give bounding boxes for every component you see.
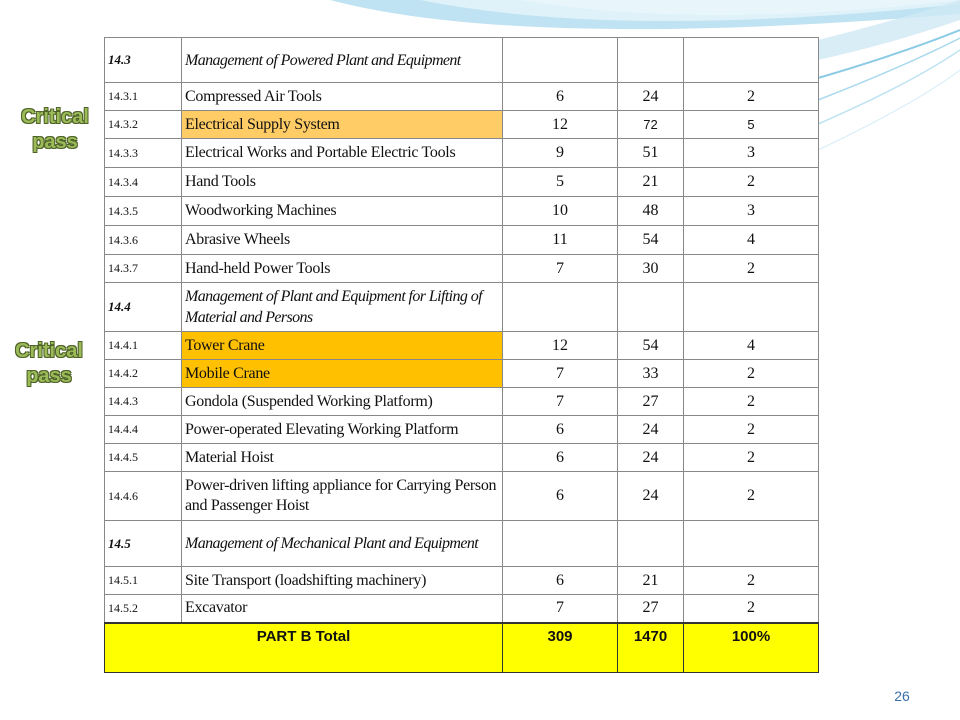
row-code: 14.3.4 [105,168,182,197]
table-row [105,83,819,111]
row-value-c: 4 [684,332,819,360]
row-value-b: 54 [618,226,684,255]
row-code: 14.5 [105,521,182,567]
row-value-b: 24 [618,83,684,111]
row-value-a: 11 [503,226,618,255]
row-value-a [503,521,618,567]
row-description: Management of Mechanical Plant and Equipment [182,521,503,567]
row-value-b [618,283,684,332]
row-value-b: 48 [618,197,684,226]
row-description: Hand-held Power Tools [182,255,503,283]
row-description: Hand Tools [182,168,503,197]
row-description: Material Hoist [182,444,503,472]
table-row [105,472,819,521]
row-value-a [503,283,618,332]
row-value-b: 72 [618,111,684,139]
row-value-b: 24 [618,472,684,521]
table-row [105,226,819,255]
row-value-a: 6 [503,416,618,444]
row-description: Mobile Crane [182,360,503,388]
risk-table [104,37,818,673]
page-number: 26 [894,688,910,704]
row-code: 14.4.1 [105,332,182,360]
row-code: 14.3.3 [105,139,182,168]
row-value-a [503,38,618,83]
row-value-c: 5 [684,111,819,139]
row-value-b: 27 [618,388,684,416]
row-description: Gondola (Suspended Working Platform) [182,388,503,416]
row-description: Electrical Works and Portable Electric Tools [182,139,503,168]
table-row [105,521,819,567]
table-row [105,197,819,226]
row-value-a: 7 [503,255,618,283]
row-description: Site Transport (loadshifting machinery) [182,567,503,595]
table-row [105,332,819,360]
row-value-a: 7 [503,388,618,416]
row-value-b [618,521,684,567]
row-value-c: 2 [684,472,819,521]
row-code: 14.3.6 [105,226,182,255]
row-value-b: 30 [618,255,684,283]
row-value-c: 2 [684,567,819,595]
row-value-a: 7 [503,360,618,388]
total-value-b: 1470 [618,623,684,673]
row-value-a: 12 [503,332,618,360]
row-value-c [684,38,819,83]
row-code: 14.5.1 [105,567,182,595]
row-value-b: 27 [618,595,684,623]
row-code: 14.4.2 [105,360,182,388]
row-value-b: 24 [618,444,684,472]
row-code: 14.3.2 [105,111,182,139]
table-row [105,168,819,197]
row-code: 14.4.6 [105,472,182,521]
row-value-c: 2 [684,360,819,388]
row-code: 14.4 [105,283,182,332]
row-code: 14.3 [105,38,182,83]
row-value-a: 10 [503,197,618,226]
row-code: 14.4.5 [105,444,182,472]
table-row [105,283,819,332]
critical-pass-label-1: Critical pass [21,106,89,153]
table-row [105,444,819,472]
row-value-c: 2 [684,168,819,197]
row-value-c: 2 [684,595,819,623]
row-value-c [684,283,819,332]
row-value-c: 3 [684,197,819,226]
table-row [105,416,819,444]
row-value-b: 21 [618,168,684,197]
row-value-b: 51 [618,139,684,168]
row-code: 14.3.7 [105,255,182,283]
row-code: 14.4.4 [105,416,182,444]
row-code: 14.5.2 [105,595,182,623]
row-value-a: 5 [503,168,618,197]
row-description: Electrical Supply System [182,111,503,139]
row-value-b: 54 [618,332,684,360]
row-code: 14.3.5 [105,197,182,226]
row-value-a: 7 [503,595,618,623]
row-description: Management of Powered Plant and Equipment [182,38,503,83]
critical-pass-label-2: Critical pass [15,340,83,387]
row-value-a: 12 [503,111,618,139]
table-row [105,255,819,283]
total-label: PART B Total [105,623,503,673]
row-value-c: 2 [684,388,819,416]
row-value-c [684,521,819,567]
row-value-c: 2 [684,255,819,283]
table-row [105,567,819,595]
total-value-a: 309 [503,623,618,673]
row-value-a: 6 [503,444,618,472]
row-description: Power-driven lifting appliance for Carrying Person and Passenger Hoist [182,472,503,521]
row-description: Woodworking Machines [182,197,503,226]
table-row [105,388,819,416]
row-value-a: 6 [503,567,618,595]
row-value-b: 21 [618,567,684,595]
row-description: Compressed Air Tools [182,83,503,111]
row-value-a: 6 [503,83,618,111]
row-code: 14.4.3 [105,388,182,416]
row-code: 14.3.1 [105,83,182,111]
row-value-c: 4 [684,226,819,255]
total-value-c: 100% [684,623,819,673]
table-row [105,595,819,623]
row-description: Excavator [182,595,503,623]
row-value-a: 9 [503,139,618,168]
row-description: Abrasive Wheels [182,226,503,255]
total-row [105,623,819,673]
row-description: Management of Plant and Equipment for Lifting of Material and Persons [182,283,503,332]
table-row [105,139,819,168]
row-value-c: 2 [684,416,819,444]
row-value-c: 3 [684,139,819,168]
row-value-c: 2 [684,444,819,472]
row-description: Power-operated Elevating Working Platform [182,416,503,444]
table-row [105,360,819,388]
row-value-c: 2 [684,83,819,111]
table-row [105,111,819,139]
table-row [105,38,819,83]
row-value-b: 24 [618,416,684,444]
row-value-b: 33 [618,360,684,388]
row-value-a: 6 [503,472,618,521]
row-description: Tower Crane [182,332,503,360]
row-value-b [618,38,684,83]
